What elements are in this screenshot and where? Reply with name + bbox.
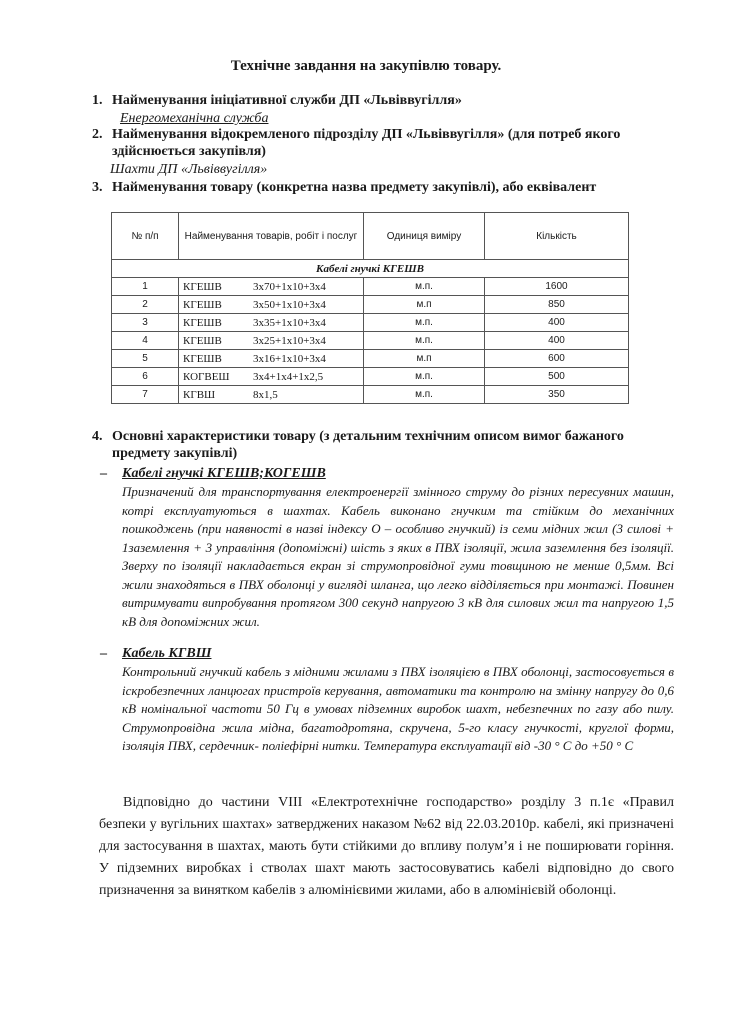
row-number: 4 [112,332,179,350]
section-2-value: Шахти ДП «Львіввугілля» [110,162,268,177]
row-name [179,314,364,332]
row-unit: м.п. [364,386,485,404]
section-3-heading [92,179,712,196]
row-quantity: 500 [485,368,629,386]
row-unit: м.п. [364,278,485,296]
row-quantity: 850 [485,296,629,314]
table-group-title: Кабелі гнучкі КГЕШВ [112,260,629,278]
header-name: Найменування товарів, робіт і послуг [179,213,364,260]
row-brand: КОГВЕШ [183,370,230,383]
bullet-dash: – [100,646,107,661]
row-brand: КГЕШВ [183,334,222,347]
row-quantity: 400 [485,332,629,350]
section-3-number: 3. [92,180,103,195]
characteristic-kgeshv-heading [100,465,326,482]
row-brand: КГВШ [183,388,216,401]
document-title: Технічне завдання на закупівлю товару. [230,58,502,74]
goods-table [111,212,629,404]
row-brand: КГЕШВ [183,280,222,293]
section-3-text: Найменування товару (конкретна назва предмету закупівлі), або еквівалент [112,180,597,195]
closing-paragraph: Відповідно до частини VIII «Електротехнічне господарство» розділу 3 п.1є «Правил безпеки у вугільних шахтах» затверджених наказом №62 від 22.03.2010р. кабелі, які призначені для застосування в шахтах, мають бути стійкими до впливу полум’я і не поширювати горіння. У підземних виробках і стволах шахт мають застосовуватись кабелі відповідно до свого призначення за винятком кабелів з алюмінієвими жилами, або в алюмінієвій оболонці. [99,795,674,898]
row-number: 1 [112,278,179,296]
row-name [179,350,364,368]
row-name [179,368,364,386]
row-spec: 8х1,5 [253,388,278,401]
row-brand: КГЕШВ [183,316,222,329]
table-row [112,386,629,404]
row-spec: 3х4+1х4+1х2,5 [253,370,324,383]
section-1-number: 1. [92,93,103,108]
section-1-text: Найменування ініціативної служби ДП «Львіввугілля» [112,93,462,108]
row-spec: 3х25+1х10+3х4 [253,334,326,347]
characteristic-kgvsh-heading [100,645,211,662]
section-4-number: 4. [92,429,103,444]
table-header-row [112,213,629,260]
row-spec: 3х35+1х10+3х4 [253,316,326,329]
row-number: 7 [112,386,179,404]
table-row [112,314,629,332]
row-number: 2 [112,296,179,314]
row-name [179,296,364,314]
row-brand: КГЕШВ [183,352,222,365]
row-number: 6 [112,368,179,386]
row-spec: 3х70+1х10+3х4 [253,280,326,293]
row-number: 3 [112,314,179,332]
table-row [112,332,629,350]
section-4-heading [92,428,652,462]
table-row [112,278,629,296]
table-row [112,296,629,314]
row-number: 5 [112,350,179,368]
section-1-heading [92,92,692,109]
row-quantity: 600 [485,350,629,368]
row-spec: 3х50+1х10+3х4 [253,298,326,311]
table-row [112,350,629,368]
row-unit: м.п [364,296,485,314]
table-group-row [112,260,629,278]
row-unit: м.п. [364,368,485,386]
row-brand: КГЕШВ [183,298,222,311]
section-2-text: Найменування відокремленого підрозділу ДП «Львіввугілля» (для потреб якого здійснюється закупівля) [112,127,621,159]
section-4-text: Основні характеристики товару (з детальним технічним описом вимог бажаного предмету закупівлі) [112,429,624,461]
row-unit: м.п. [364,332,485,350]
row-name [179,278,364,296]
row-unit: м.п [364,350,485,368]
bullet-dash: – [100,466,107,481]
table-row [112,368,629,386]
row-unit: м.п. [364,314,485,332]
row-quantity: 350 [485,386,629,404]
section-2-heading [92,126,652,160]
header-unit: Одиниця виміру [364,213,485,260]
section-2-number: 2. [92,127,103,142]
characteristic-kgeshv-text: Призначений для транспортування електроенергії змінного струму до різних пересувних машин, котрі експлуатуються в шахтах. Кабель виконано гнучким та стійким до механічних пошкоджень (при наявності в назві індексу О – особливо гнучкий) із семи мідних жил (3 силові + 1заземлення + 3 управління (допоміжні) шість з яких в ПВХ ізоляції, жила заземлення без ізоляції. Зверху по ізоляції накладається екран зі струмопровідної гуми товщиною не менше 0,5мм. Всі жили знаходяться в ПВХ оболонці у вигляді шланга, що легко відділяється при монтажі. Повинен витримувати випробування протягом 300 секунд напругою 3 кВ для силових жил та напругою 1,5 кВ для допоміжних жил. [122,484,674,629]
characteristic-kgvsh-label: Кабель КГВШ [122,646,212,661]
row-quantity: 1600 [485,278,629,296]
characteristic-kgvsh-text: Контрольний гнучкий кабель з мідними жилами з ПВХ ізоляцією в ПВХ оболонці, застосовується в іскробезпечних ланцюгах пристроїв керування, автоматики та контролю на змінну напругу до 0,6 кВ номінальної частоти 50 Гц в умовах підземних виробок шахт, небезпечних по газу або пилу. Струмопровідна жила мідна, багатодротяна, скручена, 5-го класу гнучкості, круглої форми, ізоляція ПВХ, сердечник- поліефірні нитки. Температура експлуатації від -30 ° С до +50 ° С [122,664,674,753]
row-name [179,386,364,404]
row-name [179,332,364,350]
section-1-value: Енергомеханічна служба [120,111,269,126]
header-quantity: Кількість [485,213,629,260]
header-number: № п/п [112,213,179,260]
characteristic-kgeshv-label: Кабелі гнучкі КГЕШВ;КОГЕШВ [122,466,326,481]
row-quantity: 400 [485,314,629,332]
row-spec: 3х16+1х10+3х4 [253,352,326,365]
